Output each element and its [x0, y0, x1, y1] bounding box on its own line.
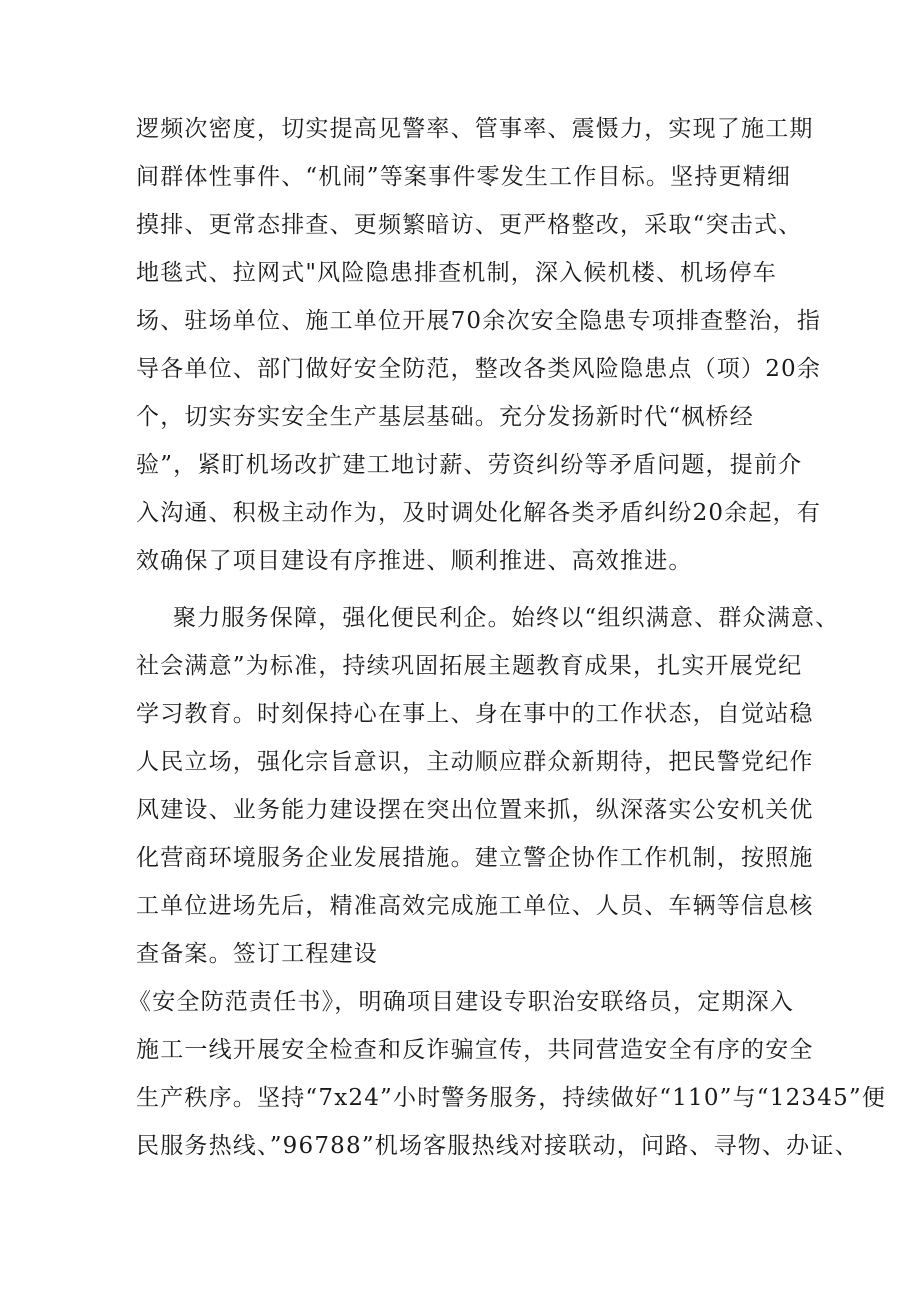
- text-line: 导各单位、部门做好安全防范，整改各类风险隐患点（项）20余: [136, 356, 822, 382]
- text-line: 化营商环境服务企业发展措施。建立警企协作工作机制，按照施: [136, 845, 814, 871]
- text-line: 民服务热线、”96788”机场客服热线对接联动，问路、寻物、办证、: [136, 1133, 859, 1159]
- text-line: 《安全防范责任书》，明确项目建设专职治安联络员，定期深入: [128, 989, 795, 1015]
- text-line: 场、驻场单位、施工单位开展70余次安全隐患专项排查整治，指: [136, 308, 822, 334]
- text-line: 社会满意”为标准，持续巩固拓展主题教育成果，扎实开展党纪: [136, 653, 803, 679]
- text-line: 施工一线开展安全检查和反诈骗宣传，共同营造安全有序的安全: [136, 1037, 814, 1063]
- text-line: 摸排、更常态排查、更频繁暗访、更严格整改，采取“突击式、: [136, 212, 803, 238]
- text-line: 个，切实夯实安全生产基层基础。充分发扬新时代“枫桥经: [136, 404, 754, 430]
- paragraph-first-line: 聚力服务保障，强化便民利企。始终以“组织满意、群众满意、: [173, 605, 840, 631]
- text-line: 风建设、业务能力建设摆在突出位置来抓，纵深落实公安机关优: [136, 797, 814, 823]
- text-line: 查备案。签订工程建设: [136, 941, 378, 967]
- text-line: 逻频次密度，切实提高见警率、管事率、震慑力，实现了施工期: [136, 116, 814, 142]
- text-line: 工单位进场先后，精准高效完成施工单位、人员、车辆等信息核: [136, 893, 814, 919]
- text-line: 生产秩序。坚持“7x24”小时警务服务，持续做好“110”与“12345”便: [136, 1085, 887, 1111]
- text-line: 效确保了项目建设有序推进、顺利推进、高效推进。: [136, 548, 693, 574]
- text-line: 间群体性事件、“机闹”等案事件零发生工作目标。坚持更精细: [136, 164, 792, 190]
- text-line: 入沟通、积极主动作为，及时调处化解各类矛盾纠纷20余起，有: [136, 500, 822, 526]
- text-line: 人民立场，强化宗旨意识，主动顺应群众新期待，把民警党纪作: [136, 749, 814, 775]
- text-line: 地毯式、拉网式"风险隐患排查机制，深入候机楼、机场停车: [136, 260, 777, 286]
- text-line: 验”，紧盯机场改扩建工地讨薪、劳资纠纷等矛盾问题，提前介: [136, 452, 803, 478]
- text-line: 学习教育。时刻保持心在事上、身在事中的工作状态，自觉站稳: [136, 701, 814, 727]
